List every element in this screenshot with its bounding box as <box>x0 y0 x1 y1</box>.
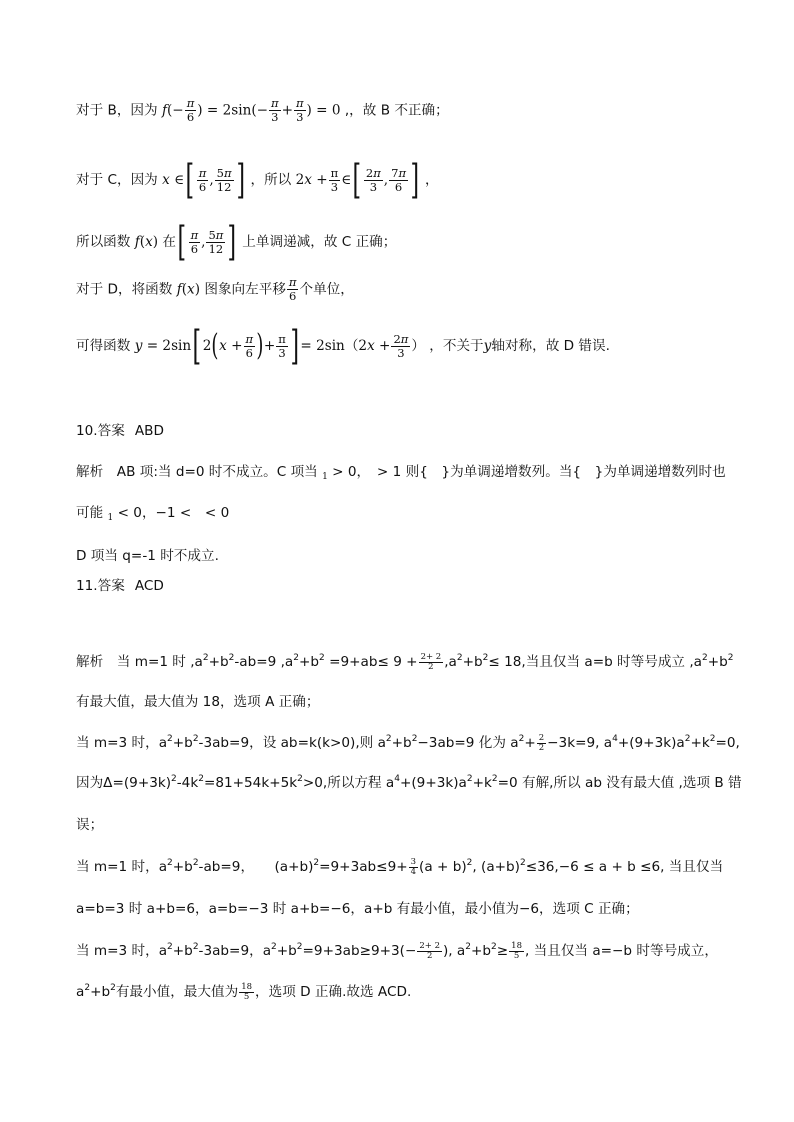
explanation-10-line1 <box>76 462 726 482</box>
math-symbol: [ <box>192 323 202 369</box>
text-segment: 可能 <box>76 505 104 521</box>
math-symbol: $\frac{7\pi}{6}$ <box>391 165 407 194</box>
text-segment: 对于 C，因为 <box>76 172 158 188</box>
explanation-11-line1 <box>76 652 734 672</box>
text-segment: +b <box>299 654 320 670</box>
text-segment: > 0， > 1 则{ }为单调递增数列。当{ }为单调递增数列时也 <box>332 464 726 480</box>
line-option-c <box>76 157 439 203</box>
math-symbol: [ <box>185 157 195 203</box>
math-symbol: 2 <box>84 983 91 993</box>
math-symbol: 2 <box>297 774 303 784</box>
math-symbol: 2 <box>313 858 320 868</box>
math-symbol: ) = 0 <box>306 102 341 119</box>
math-symbol: 2 <box>296 942 303 952</box>
math-symbol: − <box>404 943 417 959</box>
text-segment: −3ab=9 化为 a <box>417 735 519 751</box>
text-segment: ≤ 18,当且仅当 a=b 时等号成立 ,a <box>488 654 702 670</box>
text-segment: =81+54k+5k <box>203 775 298 791</box>
text-segment: -4k <box>176 775 199 791</box>
math-symbol: $\frac{\pi}{3}$ <box>330 165 339 194</box>
math-symbol: $\frac{2+ 2}{2}$ <box>419 940 440 961</box>
text-segment: ，不关于 <box>429 338 484 354</box>
text-segment: ACD <box>134 578 164 594</box>
math-symbol: 2 <box>198 774 204 784</box>
text-segment: (a + b) <box>419 859 467 875</box>
text-segment: =0, <box>715 735 740 751</box>
text-segment: ，选项 D 正确.故选 ACD. <box>255 984 412 1000</box>
text-segment: a=b=3 时 a+b=6，a=b=−3 时 a+b=−6，a+b 有最小值，最小值为−6，选项 C 正确； <box>76 901 639 917</box>
explanation-11-line9 <box>76 982 411 1002</box>
math-symbol: 2 <box>466 774 473 784</box>
math-symbol: [ <box>352 157 362 203</box>
text-segment: 因为Δ=(9+3k) <box>76 775 172 791</box>
text-segment: −3k=9, a <box>547 735 613 751</box>
math-symbol: ) <box>256 328 264 363</box>
math-symbol: π <box>245 331 254 346</box>
explanation-10-line3 <box>76 546 219 566</box>
text-segment: +(9+3k)a <box>617 735 685 751</box>
math-symbol: $\frac{\pi}{6}$ <box>245 331 254 360</box>
math-symbol: + <box>281 102 293 119</box>
math-symbol: [ <box>177 219 187 265</box>
text-segment: 有最大值，最大值为 18，选项 A 正确； <box>76 694 320 710</box>
math-symbol: 2 <box>271 942 277 952</box>
math-symbol: $\frac{5\pi}{12}$ <box>208 227 224 256</box>
text-segment: f <box>161 102 167 119</box>
math-symbol: , <box>209 172 214 188</box>
math-symbol: 2 <box>167 734 173 744</box>
answer-11 <box>76 576 164 596</box>
text-segment: ,a <box>444 654 457 670</box>
text-segment: 误； <box>76 817 104 833</box>
text-segment: +b <box>208 654 229 670</box>
fraction: $\frac{\pi}{6}$ <box>186 96 195 124</box>
text-segment: ), a <box>442 943 466 959</box>
text-segment: -3ab=9，a <box>198 943 272 959</box>
math-symbol: 2 <box>482 653 489 663</box>
math-symbol: (x) <box>181 281 201 298</box>
answer-10 <box>76 421 164 441</box>
text-segment: =9+ab≤ 9 + <box>329 654 418 670</box>
text-segment: 图象向左平移 <box>204 281 286 298</box>
text-segment: (a+b) <box>274 859 314 875</box>
math-symbol: (x) <box>139 234 159 250</box>
math-symbol: $\frac{3}{4}$ <box>410 856 417 877</box>
text-segment: < 0，−1 < < 0 <box>117 505 230 521</box>
math-symbol: = 2sin（2x + <box>300 338 391 354</box>
math-symbol: + <box>263 338 276 354</box>
text-segment: 轴对称，故 D 错误. <box>491 338 610 354</box>
explanation-11-line6 <box>76 857 723 877</box>
text-segment: =9+3ab≥9+3( <box>302 943 405 959</box>
math-symbol: ( <box>211 328 219 363</box>
line-shift-result <box>76 323 610 369</box>
math-symbol: 2 <box>385 734 392 744</box>
fraction: $\frac{\pi}{3}$ <box>295 96 304 124</box>
math-symbol: $\frac{18}{5}$ <box>511 940 522 961</box>
math-symbol: 2 <box>491 774 498 784</box>
math-symbol: 2 <box>465 942 471 952</box>
text-segment: a <box>76 984 85 1000</box>
math-symbol: ∈ <box>169 172 185 188</box>
math-symbol: 2 <box>518 734 525 744</box>
text-segment: , 当且仅当 a=−b 时等号成立， <box>524 943 718 959</box>
math-symbol: 2 <box>519 858 526 868</box>
math-symbol: 2 <box>202 653 209 663</box>
text-segment: +b <box>707 654 728 670</box>
math-symbol: 2 <box>727 653 734 663</box>
explanation-10-line2 <box>76 503 229 523</box>
math-symbol: 2 <box>456 653 463 663</box>
math-symbol: 2 <box>319 653 325 663</box>
math-symbol: , <box>201 234 206 250</box>
text-segment: y <box>483 338 492 354</box>
text-segment: 对于 D，将函数 <box>76 281 173 298</box>
text-segment: 个单位， <box>299 281 354 298</box>
text-segment: 有最小值，最大值为 <box>115 984 239 1000</box>
text-segment: +k <box>690 735 710 751</box>
math-symbol: ∈ <box>341 172 352 188</box>
text-segment: 可得函数 <box>76 338 131 354</box>
text-segment: ,，故 B 不正确； <box>344 102 449 119</box>
math-symbol: $\frac{\pi}{6}$ <box>288 275 297 303</box>
math-symbol: ） <box>411 338 425 354</box>
text-segment: -ab=9， <box>198 859 248 875</box>
text-segment: ， <box>424 172 439 188</box>
text-segment: D 项当 q=-1 时不成立. <box>76 548 219 564</box>
fraction: $\frac{\pi}{3}$ <box>271 96 279 124</box>
text-segment: ≥ <box>496 943 509 959</box>
math-symbol: 2 <box>411 734 418 744</box>
math-symbol: 2 <box>167 942 173 952</box>
math-symbol: 2 <box>192 858 199 868</box>
math-symbol: 2 <box>466 858 473 868</box>
math-symbol: 2 <box>684 734 691 744</box>
math-symbol: 2 <box>491 942 497 952</box>
math-symbol: ) = 2sin(− <box>197 102 269 119</box>
text-segment: +b <box>172 943 193 959</box>
math-symbol: 2 <box>702 653 708 663</box>
text-segment: >0,所以方程 a <box>302 775 395 791</box>
math-symbol: π <box>295 96 304 110</box>
math-symbol: 2 <box>709 734 716 744</box>
math-symbol: y = 2sin <box>134 338 192 354</box>
text-segment: =0 有解,所以 ab 没有最大值 ,选项 B 错 <box>497 775 742 791</box>
text-segment: 所以函数 <box>76 234 131 250</box>
text-segment: =9+3ab≤9+ <box>319 859 408 875</box>
math-symbol: (− <box>167 102 184 119</box>
math-symbol: π <box>190 227 199 242</box>
math-symbol: π <box>198 165 207 180</box>
math-symbol: 2 <box>192 942 199 952</box>
math-symbol: x + <box>219 338 243 354</box>
explanation-11-line5 <box>76 815 103 835</box>
text-segment: + <box>524 735 536 751</box>
math-symbol: 2x + <box>295 172 328 188</box>
math-symbol: 2 <box>110 983 116 993</box>
math-symbol: 4 <box>612 734 618 744</box>
text-segment: 当 m=1 时，a <box>76 859 168 875</box>
math-symbol: π <box>271 96 279 110</box>
text-segment: +b <box>90 984 111 1000</box>
text-segment: ，所以 <box>250 172 292 188</box>
math-symbol: $\frac{2+ 2}{2}$ <box>420 651 442 672</box>
text-segment: 上单调递减，故 C 正确； <box>242 234 397 250</box>
text-segment: ≤36,−6 ≤ a + b ≤6, 当且仅当 <box>525 859 724 875</box>
text-segment: +b <box>276 943 297 959</box>
line-decreasing <box>76 219 397 265</box>
explanation-11-line7 <box>76 899 639 919</box>
text-segment: +k <box>472 775 492 791</box>
math-symbol: ] <box>410 157 420 203</box>
math-symbol: π <box>186 96 195 110</box>
math-symbol: ] <box>227 219 237 265</box>
math-symbol: $\frac{5\pi}{12}$ <box>216 165 232 194</box>
math-symbol: $\frac{\pi}{3}$ <box>278 331 286 360</box>
text-segment: f <box>134 234 140 250</box>
math-symbol: 2 <box>228 653 235 663</box>
text-segment: 当 m=3 时，a <box>76 735 168 751</box>
math-symbol: $\frac{\pi}{6}$ <box>190 227 199 256</box>
math-symbol: 2 <box>171 774 177 784</box>
math-symbol: 2 <box>202 338 212 354</box>
text-segment: -3ab=9，设 ab=k(k>0),则 a <box>198 735 386 751</box>
text-segment: 解析 AB 项:当 d=0 时不成立。C 项当 <box>76 464 318 480</box>
text-segment: +b <box>462 654 483 670</box>
line-option-b <box>76 97 449 124</box>
math-symbol: x <box>162 172 170 188</box>
math-symbol: 2 <box>293 653 299 663</box>
math-symbol: 4 <box>394 774 400 784</box>
explanation-11-line8 <box>76 941 718 961</box>
math-symbol: $\frac{18}{5}$ <box>241 981 253 1002</box>
text-segment: +b <box>391 735 412 751</box>
text-segment: 对于 B，因为 <box>76 102 158 119</box>
math-symbol: 1 <box>107 513 114 523</box>
explanation-11-line2 <box>76 692 319 712</box>
math-symbol: ] <box>290 323 299 369</box>
math-symbol: $\frac{2}{2}$ <box>538 732 545 753</box>
math-symbol: ] <box>236 157 245 203</box>
text-segment: 解析 当 m=1 时 ,a <box>76 654 203 670</box>
text-segment: 在 <box>162 234 176 250</box>
math-symbol: 2 <box>192 734 199 744</box>
math-symbol: $\frac{\pi}{6}$ <box>198 165 207 194</box>
math-symbol: π <box>288 275 297 289</box>
text-segment: ABD <box>134 423 164 439</box>
text-segment: 11.答案 <box>76 578 125 594</box>
text-segment: f <box>176 281 182 298</box>
text-segment: -ab=9 ,a <box>234 654 294 670</box>
text-segment: +b <box>172 859 193 875</box>
math-symbol: 1 <box>322 472 328 482</box>
math-symbol: $\frac{2\pi}{3}$ <box>365 165 381 194</box>
text-segment: 当 m=3 时，a <box>76 943 168 959</box>
math-symbol: 2 <box>167 858 173 868</box>
text-segment: 10.答案 <box>76 423 125 439</box>
explanation-11-line4 <box>76 773 742 793</box>
text-segment: +b <box>471 943 492 959</box>
line-option-d <box>76 276 354 303</box>
text-segment: , (a+b) <box>472 859 520 875</box>
math-symbol: $\frac{2\pi}{3}$ <box>393 331 409 360</box>
text-segment: +(9+3k)a <box>399 775 467 791</box>
math-symbol: , <box>383 172 389 188</box>
explanation-11-line3 <box>76 733 740 753</box>
text-segment: +b <box>172 735 193 751</box>
